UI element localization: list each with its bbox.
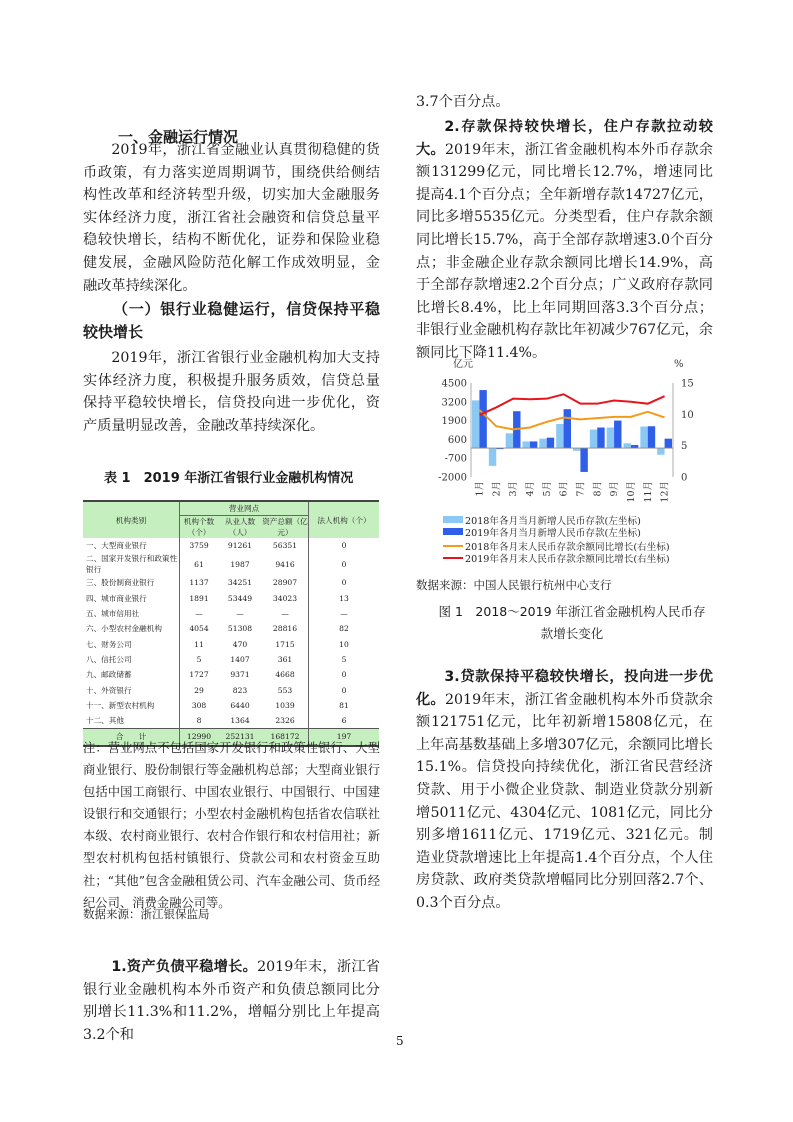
table-cell: 0 [341, 559, 347, 569]
left-axis-label: 亿元 [453, 359, 473, 370]
left-tick-label: 4500 [441, 378, 467, 390]
table-cell: 0 [341, 685, 347, 695]
bar-2018 [539, 439, 546, 448]
table-cell: 51308 [227, 624, 253, 634]
bar-2018 [506, 433, 513, 448]
table-cell: — [195, 609, 203, 619]
table-row [83, 698, 379, 713]
header-group: 营业网点 [180, 502, 309, 516]
table-row [83, 621, 379, 636]
month-label: 10月 [625, 481, 637, 503]
table-cell: 91261 [227, 541, 253, 551]
subsection-title: （一）银行业稳健运行，信贷保持平稳较快增长 [83, 300, 380, 341]
table-row [83, 636, 379, 651]
row-label: 四、城市商业银行 [83, 591, 180, 606]
header-col: 资产总额（亿元） [262, 517, 308, 537]
table-cell: 82 [339, 624, 349, 634]
bar-2018 [640, 427, 647, 449]
legend-label: 2019年各月末人民币存款余额同比增长(右坐标) [465, 554, 670, 565]
table-row [83, 553, 379, 575]
asset-liability-paragraph [83, 956, 380, 1046]
table-cell: 0 [341, 670, 347, 680]
bar-2019 [564, 409, 571, 448]
table-cell: 29 [194, 685, 204, 695]
month-label: 8月 [592, 481, 604, 497]
table-source: 数据来源：浙江银保监局 [83, 907, 210, 921]
left-tick-label: -2000 [438, 472, 467, 484]
header-col: 从业人数（人） [218, 516, 262, 539]
bar-2018 [472, 400, 479, 448]
row-label: 十、外资银行 [83, 682, 180, 697]
table-cell: 252131 [218, 729, 262, 745]
table-cell: 9371 [230, 670, 250, 680]
bar-2018 [607, 428, 614, 449]
table-cell: 5 [196, 654, 202, 664]
table-cell: 8 [196, 716, 202, 726]
table-row [83, 538, 379, 553]
month-label: 11月 [642, 481, 654, 503]
para-heading: 1.资产负债平稳增长。 [111, 959, 258, 975]
intro-paragraph: 2019年，浙江省金融业认真贯彻稳健的货币政策，有力落实逆周期调节，围绕供给侧结构性改革和经济转型升级，切实加大金融服务实体经济力度，浙江省社会融资和信贷总量平稳较快增长，结构不断优化，证券和保险业稳健发展，金融风险防范化解工作成效明显，金融改革持续深化。 [83, 142, 380, 294]
table-row [83, 682, 379, 697]
banking-institutions-table [83, 500, 379, 747]
row-label: 合 计 [83, 729, 180, 745]
table-cell: 1715 [262, 636, 309, 651]
table-cell: 470 [232, 639, 248, 649]
table-cell: 28816 [262, 621, 309, 636]
bar-2018 [523, 441, 530, 448]
table-cell: 6440 [230, 700, 250, 710]
right-tick-label: 5 [681, 441, 688, 453]
table-cell: 823 [232, 685, 248, 695]
table-row [83, 713, 379, 729]
month-label: 5月 [541, 481, 553, 497]
loan-paragraph [416, 666, 713, 915]
table-cell: 0 [341, 578, 347, 588]
deposit-growth-chart [410, 355, 710, 575]
table-row [83, 575, 379, 590]
month-label: 1月 [474, 481, 486, 497]
table-cell: 1407 [230, 654, 250, 664]
month-label: 4月 [524, 481, 536, 497]
subsection-paragraph: 2019年，浙江省银行业金融机构加大支持实体经济力度，积极提升服务质效，信贷总量保持平稳较快增长，信贷投向进一步优化，资产质量明显改善，金融改革持续深化。 [83, 350, 380, 434]
para-body: 2019年末，浙江省银行业金融机构本外币资产和负债总额同比分别增长11.3%和11.2%，增幅分别比上年提高3.2个和 [83, 959, 380, 1043]
bar-2019 [614, 421, 621, 448]
table-cell: 197 [309, 729, 380, 745]
table-cell: 553 [262, 682, 309, 697]
table-cell: 34023 [262, 591, 309, 606]
month-label: 12月 [659, 481, 671, 503]
table-cell: 4668 [262, 667, 309, 682]
table-row [83, 667, 379, 682]
table-cell: 168172 [262, 729, 309, 745]
table-cell: — [236, 609, 244, 619]
table-cell: 0 [341, 541, 347, 551]
table-cell: 61 [194, 559, 204, 569]
table-cell: 1137 [189, 578, 209, 588]
legend-swatch [443, 528, 463, 535]
row-label: 五、城市信用社 [83, 606, 180, 621]
bar-2018 [624, 443, 631, 448]
legend-label: 2018年各月末人民币存款余额同比增长(右坐标) [465, 542, 670, 553]
month-label: 7月 [575, 481, 587, 497]
line-2018 [479, 410, 664, 429]
para-heading: 3.贷款保持平稳较快增长，投向进一步优化。 [416, 669, 713, 708]
left-tick-label: 3200 [441, 397, 467, 409]
header-category: 机构类别 [83, 502, 180, 538]
table-cell: 34251 [227, 578, 253, 588]
bar-2018 [657, 448, 664, 455]
table-cell: 10 [339, 639, 349, 649]
bar-2019 [597, 428, 604, 449]
row-label: 十一、新型农村机构 [83, 698, 180, 713]
left-tick-label: 600 [447, 434, 467, 446]
month-label: 3月 [508, 481, 520, 497]
para-body: 2019年末，浙江省金融机构本外币存款余额131299亿元，同比增长12.7%，增速同比提高4.1个百分点；全年新增存款14727亿元，同比多增5535亿元。分类型看，住户存款余额同比增长15.7%，高于全部存款增速3.0个百分点；非金融企业存款余额同比增长14.9%，高于全部存款增速2.2个百分点；广义政府存款同比增长8.4%，比上年同期回落3.3个百分点；非银行业金融机构存款比年初减少767亿元，余额同比下降11.4%。 [416, 141, 713, 361]
header-legal: 法人机构（个） [309, 502, 380, 538]
bar-2018 [573, 448, 580, 451]
table-cell: 11 [194, 639, 204, 649]
section-title: 一、金融运行情况 [118, 128, 239, 146]
bar-2019 [547, 438, 554, 448]
table-cell: 1891 [189, 593, 209, 603]
row-label: 十二、其他 [83, 713, 180, 729]
continued-text: 3.7个百分点。 [416, 94, 510, 110]
table-cell: — [262, 606, 309, 621]
table-row [83, 606, 379, 621]
chart-source: 数据来源：中国人民银行杭州中心支行 [416, 578, 612, 592]
bar-2019 [530, 441, 537, 448]
table-note: 注：营业网点不包括国家开发银行和政策性银行、大型商业银行、股份制银行等金融机构总部；大型商业银行包括中国工商银行、中国农业银行、中国银行、中国建设银行和交通银行；小型农村金融机构包括省农信联社本级、农村商业银行、农村合作银行和农村信用社；新型农村机构包括村镇银行、贷款公司和农村资金互助社；“其他”包含金融租赁公司、汽车金融公司、货币经纪公司、消费金融公司等。 [83, 741, 380, 910]
table-cell: 53449 [227, 593, 253, 603]
right-tick-label: 10 [681, 409, 694, 421]
table-cell: — [340, 609, 348, 619]
right-axis-label: % [674, 359, 684, 370]
left-tick-label: -700 [444, 453, 467, 465]
row-label: 三、股份制商业银行 [83, 575, 180, 590]
bar-2019 [479, 390, 486, 448]
row-label: 六、小型农村金融机构 [83, 621, 180, 636]
table-cell: 1987 [230, 559, 250, 569]
table-cell: 9416 [262, 553, 309, 575]
row-label: 七、财务公司 [83, 636, 180, 651]
row-label: 八、信托公司 [83, 652, 180, 667]
bar-2019 [648, 426, 655, 448]
line-2019 [479, 394, 664, 415]
right-tick-label: 0 [681, 472, 688, 484]
row-label: 二、国家开发银行和政策性银行 [83, 553, 180, 575]
left-tick-label: 1900 [441, 416, 467, 428]
table-cell: 56351 [262, 538, 309, 553]
legend-label: 2019年各月当月新增人民币存款(左坐标) [465, 528, 641, 539]
table-row [83, 591, 379, 606]
bar-2018 [489, 448, 496, 466]
legend-swatch [443, 516, 463, 523]
bar-2019 [580, 448, 587, 472]
table-cell: 3759 [189, 541, 209, 551]
table-cell: 13 [339, 593, 349, 603]
table-cell: 308 [191, 700, 207, 710]
table-cell: 81 [339, 700, 349, 710]
bar-2018 [590, 430, 597, 449]
table-title: 表 1 2019 年浙江省银行业金融机构情况 [104, 471, 354, 486]
table-cell: 1039 [262, 698, 309, 713]
table-cell: 361 [262, 652, 309, 667]
page-number: 5 [396, 1034, 404, 1048]
month-label: 2月 [491, 481, 503, 497]
table-row [83, 652, 379, 667]
row-label: 九、邮政储蓄 [83, 667, 180, 682]
row-label: 一、大型商业银行 [83, 538, 180, 553]
table-cell: 5 [341, 654, 347, 664]
month-label: 9月 [609, 481, 621, 497]
table-cell: 28907 [262, 575, 309, 590]
legend-label: 2018年各月当月新增人民币存款(左坐标) [465, 516, 641, 527]
bar-2019 [631, 445, 638, 448]
table-cell: 6 [341, 716, 347, 726]
figure-caption: 图 1 2018～2019 年浙江省金融机构人民币存款增长变化 [438, 604, 706, 641]
month-label: 6月 [558, 481, 570, 497]
bar-2019 [665, 439, 672, 448]
table-cell: 2326 [262, 713, 309, 729]
para-body: 2019年末，浙江省金融机构本外币贷款余额121751亿元，比年初新增15808亿元，在上年高基数基础上多增307亿元，余额同比增长15.1%。信贷投向持续优化，浙江省民营经济贷款、用于小微企业贷款、制造业贷款分别新增5011亿元、4304亿元、1081亿元，同比分别多增1611亿元、1719亿元、321亿元。制造业贷款增速比上年提高1.4个百分点，个人住房贷款、政府类贷款增幅同比分别回落2.7个、0.3个百分点。 [416, 691, 713, 911]
right-tick-label: 15 [681, 378, 694, 390]
para-heading: 2.存款保持较快增长，住户存款拉动较大。 [416, 119, 713, 158]
table-cell: 1727 [189, 670, 209, 680]
bar-2018 [556, 424, 563, 448]
deposit-paragraph [416, 116, 713, 365]
header-col: 机构个数（个） [180, 516, 219, 539]
table-cell: 1364 [230, 716, 250, 726]
table-cell: 4054 [189, 624, 209, 634]
table-cell: 12990 [180, 729, 219, 745]
